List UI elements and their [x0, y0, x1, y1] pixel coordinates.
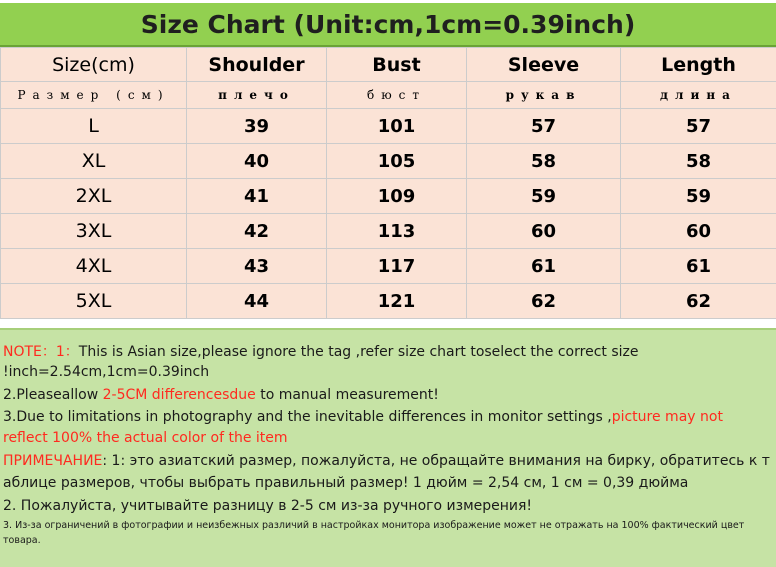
note-3-red: picture may not	[612, 409, 723, 425]
table-header-row	[1, 48, 776, 82]
russian-note-3a: 3. Из-за ограничений в фотографии и неизбежных различий в настройках монитора изображение может не отражать на 100% фактический цвет	[3, 520, 744, 531]
russian-header-cell: рукав	[467, 82, 621, 109]
bust-cell: 121	[327, 284, 467, 319]
shoulder-cell: 42	[187, 214, 327, 249]
shoulder-cell: 40	[187, 144, 327, 179]
note-label: NOTE：1：	[3, 344, 79, 360]
note-1-text: This is Asian size,please ignore the tag ,refer size chart toselect the correct size	[79, 344, 639, 360]
header-cell: Length	[621, 48, 776, 82]
note-1b: !inch=2.54cm,1cm=0.39inch	[3, 364, 209, 380]
shoulder-cell: 44	[187, 284, 327, 319]
size-cell: L	[1, 109, 187, 144]
table-row	[1, 109, 776, 144]
header-cell: Shoulder	[187, 48, 327, 82]
russian-header-row	[1, 82, 776, 109]
size-cell: 3XL	[1, 214, 187, 249]
chart-title: Size Chart (Unit:cm,1cm=0.39inch)	[141, 10, 636, 39]
bust-cell: 109	[327, 179, 467, 214]
bust-cell: 113	[327, 214, 467, 249]
bust-cell: 105	[327, 144, 467, 179]
length-cell: 57	[621, 109, 776, 144]
bust-cell: 117	[327, 249, 467, 284]
note-3-a: 3.Due to limitations in photography and the inevitable differences in monitor settings ,	[3, 409, 612, 425]
sleeve-cell: 60	[467, 214, 621, 249]
note-2-a: 2.Pleaseallow	[3, 387, 103, 403]
russian-note-1	[3, 453, 770, 469]
russian-note-3b: товара.	[3, 535, 41, 546]
russian-header-cell: бюст	[327, 82, 467, 109]
size-cell: 5XL	[1, 284, 187, 319]
title-bar	[0, 3, 776, 47]
russian-header-cell: плечо	[187, 82, 327, 109]
bust-cell: 101	[327, 109, 467, 144]
russian-header-cell: длина	[621, 82, 776, 109]
note-2-b: to manual measurement!	[256, 387, 439, 403]
size-table	[0, 47, 776, 319]
shoulder-cell: 39	[187, 109, 327, 144]
note-2-red: 2-5CM differencesdue	[103, 387, 256, 403]
sleeve-cell: 61	[467, 249, 621, 284]
russian-note-label: ПРИМЕЧАНИЕ	[3, 453, 102, 469]
table-row	[1, 144, 776, 179]
table-row	[1, 284, 776, 319]
notes-panel	[0, 328, 776, 567]
header-cell: Bust	[327, 48, 467, 82]
size-cell: XL	[1, 144, 187, 179]
russian-header-cell: Размер (см)	[1, 82, 187, 109]
note-3	[3, 409, 723, 425]
header-cell: Size(cm)	[1, 48, 187, 82]
length-cell: 58	[621, 144, 776, 179]
note-3-continued: reflect 100% the actual color of the item	[3, 430, 288, 446]
header-cell: Sleeve	[467, 48, 621, 82]
shoulder-cell: 43	[187, 249, 327, 284]
sleeve-cell: 59	[467, 179, 621, 214]
sleeve-cell: 62	[467, 284, 621, 319]
length-cell: 60	[621, 214, 776, 249]
note-2	[3, 387, 439, 403]
sleeve-cell: 58	[467, 144, 621, 179]
russian-note-1-text: : 1: это азиатский размер, пожалуйста, не обращайте внимания на бирку, обратитесь к т	[102, 453, 770, 469]
length-cell: 59	[621, 179, 776, 214]
size-cell: 4XL	[1, 249, 187, 284]
shoulder-cell: 41	[187, 179, 327, 214]
table-row	[1, 214, 776, 249]
note-1	[3, 341, 638, 361]
sleeve-cell: 57	[467, 109, 621, 144]
length-cell: 62	[621, 284, 776, 319]
table-row	[1, 249, 776, 284]
russian-note-2: 2. Пожалуйста, учитывайте разницу в 2-5 см из-за ручного измерения!	[3, 498, 532, 514]
size-cell: 2XL	[1, 179, 187, 214]
russian-note-1b: аблице размеров, чтобы выбрать правильный размер! 1 дюйм = 2,54 см, 1 см = 0,39 дюйма	[3, 475, 688, 491]
table-row	[1, 179, 776, 214]
length-cell: 61	[621, 249, 776, 284]
